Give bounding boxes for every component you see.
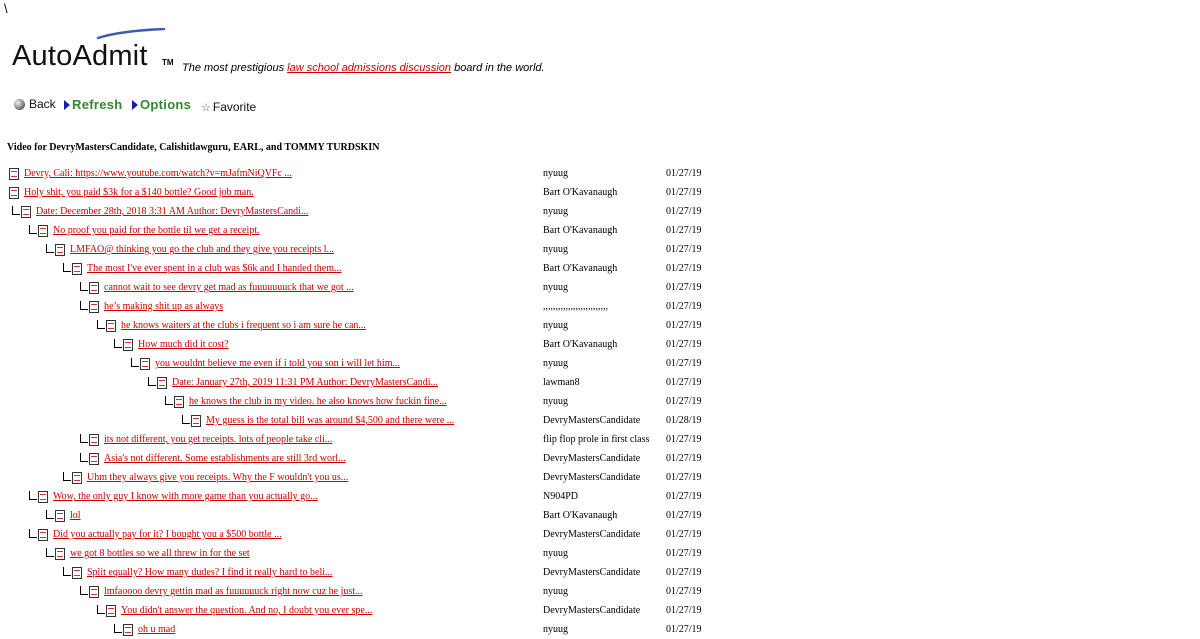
thread-subject-cell xyxy=(97,601,372,620)
thread-subject-cell xyxy=(46,240,334,259)
thread-row xyxy=(0,582,1200,601)
post-date: 01/27/19 xyxy=(666,586,702,597)
thread-row xyxy=(0,354,1200,373)
nav-bar xyxy=(14,97,274,115)
post-subject-link[interactable]: Asia's not different. Some establishments are still 3rd worl... xyxy=(104,453,346,464)
thread-row xyxy=(0,240,1200,259)
document-icon xyxy=(9,187,19,199)
document-icon xyxy=(89,434,99,446)
thread-subject-cell xyxy=(97,316,366,335)
document-icon xyxy=(38,225,48,237)
post-date: 01/27/19 xyxy=(666,206,702,217)
post-subject-link[interactable]: The most I've ever spent in a club was $6k and I handed them... xyxy=(87,263,342,274)
post-subject-link[interactable]: he knows the club in my video. he also knows how fuckin fine... xyxy=(189,396,447,407)
thread-branch-icon xyxy=(97,605,105,614)
post-author: DevryMastersCandidate xyxy=(543,415,641,426)
thread-row xyxy=(0,278,1200,297)
post-date: 01/28/19 xyxy=(666,415,702,426)
post-date: 01/27/19 xyxy=(666,453,702,464)
post-author: Bart O'Kavanaugh xyxy=(543,263,618,274)
thread-row xyxy=(0,449,1200,468)
thread-branch-icon xyxy=(131,358,139,367)
thread-branch-icon xyxy=(12,206,20,215)
post-author: ,,,,,,,,,,,,,,,,,,,,,,,,,, xyxy=(543,301,608,312)
thread-row xyxy=(0,373,1200,392)
thread-row xyxy=(0,164,1200,183)
thread-subject-cell xyxy=(80,430,332,449)
site-tagline: The most prestigious law school admissions discussion board in the world. xyxy=(182,62,545,74)
post-subject-link[interactable]: Date: January 27th, 2019 11:31 PM Author: DevryMastersCandi... xyxy=(172,377,438,388)
post-date: 01/27/19 xyxy=(666,396,702,407)
post-date: 01/27/19 xyxy=(666,187,702,198)
thread-subject-cell xyxy=(131,354,400,373)
thread-subject-cell xyxy=(29,525,282,544)
thread-branch-icon xyxy=(114,624,122,633)
document-icon xyxy=(72,472,82,484)
thread-subject-cell xyxy=(12,202,308,221)
post-subject-link[interactable]: LMFAO@ thinking you go the club and they give you receipts l... xyxy=(70,244,334,255)
post-author: flip flop prole in first class xyxy=(543,434,650,445)
document-icon xyxy=(55,244,65,256)
refresh-button[interactable]: Refresh xyxy=(64,97,123,112)
post-date: 01/27/19 xyxy=(666,320,702,331)
thread-branch-icon xyxy=(80,301,88,310)
post-date: 01/27/19 xyxy=(666,301,702,312)
post-author: Bart O'Kavanaugh xyxy=(543,510,618,521)
post-subject-link[interactable]: lmfaoooo devry gettin mad as fuuuuuuck right now cuz he just... xyxy=(104,586,363,597)
thread-row xyxy=(0,487,1200,506)
thread-subject-cell xyxy=(80,582,363,601)
thread-branch-icon xyxy=(46,244,54,253)
post-date: 01/27/19 xyxy=(666,244,702,255)
thread-row xyxy=(0,183,1200,202)
thread-subject-cell xyxy=(63,259,342,278)
post-subject-link[interactable]: Uhm they always give you receipts. Why the F wouldn't you us... xyxy=(87,472,349,483)
thread-branch-icon xyxy=(63,263,71,272)
document-icon xyxy=(89,301,99,313)
document-icon xyxy=(38,491,48,503)
document-icon xyxy=(174,396,184,408)
post-author: nyuug xyxy=(543,244,568,255)
stray-backslash: \ xyxy=(4,1,8,16)
back-button[interactable]: Back xyxy=(14,97,56,111)
post-author: nyuug xyxy=(543,396,568,407)
thread-row xyxy=(0,221,1200,240)
favorite-button[interactable]: ☆ Favorite xyxy=(201,100,257,114)
thread-subject-cell xyxy=(46,544,250,563)
post-author: Bart O'Kavanaugh xyxy=(543,339,618,350)
post-author: nyuug xyxy=(543,282,568,293)
post-date: 01/27/19 xyxy=(666,434,702,445)
post-subject-link[interactable]: Date: December 28th, 2018 3:31 AM Author: DevryMastersCandi... xyxy=(36,206,309,217)
options-arrow-icon xyxy=(132,100,138,110)
thread-branch-icon xyxy=(97,320,105,329)
star-icon: ☆ xyxy=(201,101,211,114)
document-icon xyxy=(89,586,99,598)
post-subject-link[interactable]: Split equally? How many dudes? I find it really hard to beli... xyxy=(87,567,333,578)
post-author: nyuug xyxy=(543,548,568,559)
thread-subject-cell xyxy=(80,278,354,297)
post-subject-link[interactable]: Devry, Cali: https://www.youtube.com/watch?v=mJafmNiQVFc ... xyxy=(24,168,292,179)
post-date: 01/27/19 xyxy=(666,339,702,350)
post-author: nyuug xyxy=(543,320,568,331)
post-subject-link[interactable]: Wow, the only guy I know with more game than you actually go... xyxy=(53,491,318,502)
post-author: nyuug xyxy=(543,206,568,217)
thread-row xyxy=(0,411,1200,430)
document-icon xyxy=(72,263,82,275)
thread-branch-icon xyxy=(29,529,37,538)
thread-title: Video for DevryMastersCandidate, Calishitlawguru, EARL, and TOMMY TURDSKIN xyxy=(7,142,380,153)
thread-branch-icon xyxy=(80,586,88,595)
thread-row xyxy=(0,259,1200,278)
document-icon xyxy=(106,605,116,617)
thread-branch-icon xyxy=(80,282,88,291)
document-icon xyxy=(38,529,48,541)
post-date: 01/27/19 xyxy=(666,358,702,369)
post-subject-link[interactable]: No proof you paid for the bottle til we get a receipt. xyxy=(53,225,260,236)
thread-row xyxy=(0,468,1200,487)
thread-subject-cell xyxy=(9,164,292,183)
thread-row xyxy=(0,563,1200,582)
post-subject-link[interactable]: he’s making shit up as always xyxy=(104,301,224,312)
thread-subject-cell xyxy=(114,335,229,354)
post-subject-link[interactable]: lol xyxy=(70,510,81,521)
document-icon xyxy=(9,168,19,180)
post-date: 01/27/19 xyxy=(666,548,702,559)
options-button[interactable]: Options xyxy=(132,97,191,112)
post-date: 01/27/19 xyxy=(666,168,702,179)
thread-row xyxy=(0,297,1200,316)
back-ball-icon xyxy=(14,99,25,110)
thread-branch-icon xyxy=(182,415,190,424)
post-subject-link[interactable]: he knows waiters at the clubs i frequent so i am sure he can... xyxy=(121,320,366,331)
post-author: N904PD xyxy=(543,491,579,502)
post-author: DevryMastersCandidate xyxy=(543,472,641,483)
post-author: lawman8 xyxy=(543,377,580,388)
document-icon xyxy=(55,510,65,522)
thread-branch-icon xyxy=(148,377,156,386)
post-date: 01/27/19 xyxy=(666,472,702,483)
post-author: DevryMastersCandidate xyxy=(543,529,641,540)
post-subject-link[interactable]: oh u mad xyxy=(138,624,176,635)
thread-branch-icon xyxy=(46,548,54,557)
post-date: 01/27/19 xyxy=(666,624,702,635)
thread-subject-cell xyxy=(165,392,447,411)
thread-subject-cell xyxy=(9,183,254,202)
site-logo[interactable]: AutoAdmit xyxy=(12,40,148,72)
post-date: 01/27/19 xyxy=(666,605,702,616)
thread-branch-icon xyxy=(29,225,37,234)
post-subject-link[interactable]: Holy shit, you paid $3k for a $140 bottle? Good job man. xyxy=(24,187,254,198)
trademark-mark: TM xyxy=(162,58,174,67)
document-icon xyxy=(55,548,65,560)
thread-row xyxy=(0,506,1200,525)
thread-branch-icon xyxy=(165,396,173,405)
thread-subject-cell xyxy=(63,563,333,582)
post-date: 01/27/19 xyxy=(666,491,702,502)
post-author: nyuug xyxy=(543,358,568,369)
post-subject-link[interactable]: You didn't answer the question. And no, I doubt you ever spe... xyxy=(121,605,373,616)
thread-row xyxy=(0,525,1200,544)
thread-row xyxy=(0,392,1200,411)
post-subject-link[interactable]: How much did it cost? xyxy=(138,339,229,350)
thread-row xyxy=(0,202,1200,221)
post-author: Bart O'Kavanaugh xyxy=(543,225,618,236)
thread-branch-icon xyxy=(80,453,88,462)
post-date: 01/27/19 xyxy=(666,510,702,521)
post-subject-link[interactable]: cannot wait to see devry get mad as fuuuuuuuck that we got ... xyxy=(104,282,354,293)
post-date: 01/27/19 xyxy=(666,567,702,578)
thread-row xyxy=(0,316,1200,335)
post-author: Bart O'Kavanaugh xyxy=(543,187,618,198)
thread-branch-icon xyxy=(63,567,71,576)
logo-swoosh-icon xyxy=(96,28,166,40)
site-header xyxy=(10,28,710,78)
document-icon xyxy=(89,453,99,465)
post-date: 01/27/19 xyxy=(666,282,702,293)
thread-branch-icon xyxy=(63,472,71,481)
document-icon xyxy=(89,282,99,294)
post-date: 01/27/19 xyxy=(666,225,702,236)
thread-subject-cell xyxy=(80,449,346,468)
document-icon xyxy=(106,320,116,332)
thread-row xyxy=(0,430,1200,449)
post-author: DevryMastersCandidate xyxy=(543,567,641,578)
post-author: DevryMastersCandidate xyxy=(543,453,641,464)
thread-row xyxy=(0,335,1200,354)
post-date: 01/27/19 xyxy=(666,529,702,540)
document-icon xyxy=(72,567,82,579)
thread-subject-cell xyxy=(29,221,260,240)
refresh-arrow-icon xyxy=(64,100,70,110)
thread-row xyxy=(0,601,1200,620)
post-subject-link[interactable]: Did you actually pay for it? I bought you a $500 bottle ... xyxy=(53,529,282,540)
document-icon xyxy=(123,339,133,351)
post-subject-link[interactable]: we got 8 bottles so we all threw in for the set xyxy=(70,548,250,559)
thread-branch-icon xyxy=(114,339,122,348)
thread-subject-cell xyxy=(80,297,223,316)
thread-subject-cell xyxy=(182,411,454,430)
post-date: 01/27/19 xyxy=(666,377,702,388)
document-icon xyxy=(21,206,31,218)
post-author: nyuug xyxy=(543,586,568,597)
thread-subject-cell xyxy=(46,506,81,525)
post-author: nyuug xyxy=(543,168,568,179)
thread-branch-icon xyxy=(46,510,54,519)
thread-branch-icon xyxy=(80,434,88,443)
thread-subject-cell xyxy=(29,487,318,506)
document-icon xyxy=(140,358,150,370)
thread-subject-cell xyxy=(148,373,438,392)
thread-branch-icon xyxy=(29,491,37,500)
document-icon xyxy=(191,415,201,427)
tagline-link[interactable]: law school admissions discussion xyxy=(287,62,452,74)
post-subject-link[interactable]: My guess is the total bill was around $4,500 and there were ... xyxy=(206,415,455,426)
post-author: DevryMastersCandidate xyxy=(543,605,641,616)
document-icon xyxy=(157,377,167,389)
post-subject-link[interactable]: you wouldnt believe me even if i told you son i will let him... xyxy=(155,358,400,369)
post-author: nyuug xyxy=(543,624,568,635)
post-date: 01/27/19 xyxy=(666,263,702,274)
thread-subject-cell xyxy=(63,468,348,487)
post-subject-link[interactable]: its not different, you get receipts. lots of people take cli... xyxy=(104,434,333,445)
thread-row xyxy=(0,544,1200,563)
thread-list xyxy=(0,164,1200,639)
